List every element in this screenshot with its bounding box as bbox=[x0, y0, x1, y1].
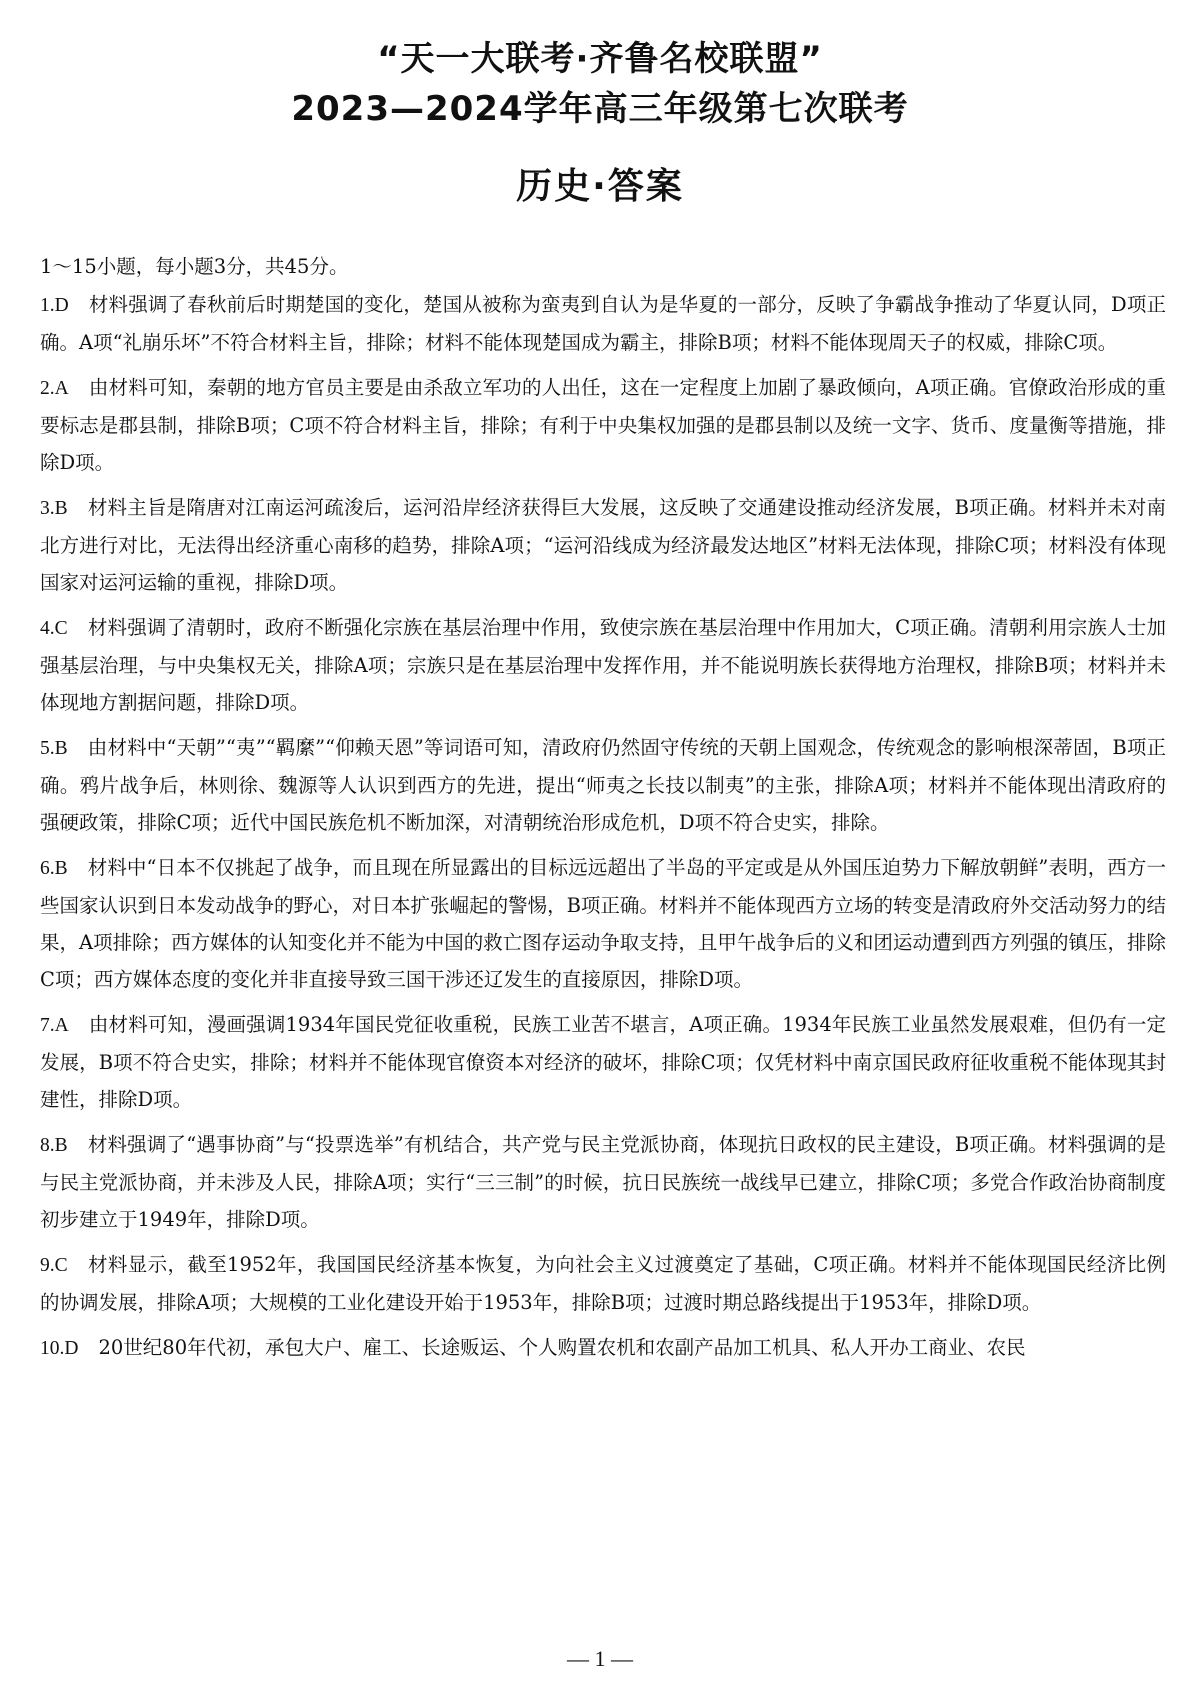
item-number: 2. bbox=[40, 378, 55, 399]
answer-item-8 bbox=[40, 1126, 1166, 1238]
item-answer: D bbox=[54, 295, 69, 316]
item-number: 9. bbox=[40, 1255, 55, 1276]
item-answer: B bbox=[54, 1135, 68, 1156]
item-answer: B bbox=[54, 738, 68, 759]
item-answer: D bbox=[64, 1338, 79, 1359]
section-intro: 1～15小题，每小题3分，共45分。 bbox=[40, 255, 349, 278]
item-explanation: 材料强调了春秋前后时期楚国的变化，楚国从被称为蛮夷到自认为是华夏的一部分，反映了争霸战争推动了华夏认同，D项正确。A项“礼崩乐坏”不符合材料主旨，排除；材料不能体现楚国成为霸主，排除B项；材料不能体现周天子的权威，排除C项。 bbox=[40, 293, 1166, 354]
answer-item-5 bbox=[40, 729, 1166, 841]
item-number: 1. bbox=[40, 295, 55, 316]
item-answer: A bbox=[54, 1015, 69, 1036]
item-answer: B bbox=[54, 498, 68, 519]
item-explanation: 材料主旨是隋唐对江南运河疏浚后，运河沿岸经济获得巨大发展，这反映了交通建设推动经济发展，B项正确。材料并未对南北方进行对比，无法得出经济重心南移的趋势，排除A项；“运河沿线成为经济最发达地区”材料无法体现，排除C项；材料没有体现国家对运河运输的重视，排除D项。 bbox=[40, 496, 1166, 594]
item-answer: C bbox=[54, 1255, 68, 1276]
answer-content bbox=[40, 250, 1166, 1375]
item-explanation: 由材料可知，漫画强调1934年国民党征收重税，民族工业苦不堪言，A项正确。1934年民族工业虽然发展艰难，但仍有一定发展，B项不符合史实，排除；材料并不能体现官僚资本对经济的破坏，排除C项；仅凭材料中南京国民政府征收重税不能体现其封建性，排除D项。 bbox=[40, 1013, 1166, 1111]
answer-item-4 bbox=[40, 609, 1166, 721]
item-number: 6. bbox=[40, 858, 55, 879]
item-answer: C bbox=[54, 618, 68, 639]
item-number: 10. bbox=[40, 1338, 65, 1359]
item-explanation: 由材料可知，秦朝的地方官员主要是由杀敌立军功的人出任，这在一定程度上加剧了暴政倾向，A项正确。官僚政治形成的重要标志是郡县制，排除B项；C项不符合材料主旨，排除；有利于中央集权加强的是郡县制以及统一文字、货币、度量衡等措施，排除D项。 bbox=[40, 376, 1166, 474]
answer-item-1 bbox=[40, 286, 1166, 361]
item-explanation: 材料中“日本不仅挑起了战争，而且现在所显露出的目标远远超出了半岛的平定或是从外国压迫势力下解放朝鲜”表明，西方一些国家认识到日本发动战争的野心，对日本扩张崛起的警惕，B项正确。材料并不能体现西方立场的转变是清政府外交活动努力的结果，A项排除；西方媒体的认知变化并不能为中国的救亡图存运动争取支持，且甲午战争后的义和团运动遭到西方列强的镇压，排除C项；西方媒体态度的变化并非直接导致三国干涉还辽发生的直接原因，排除D项。 bbox=[40, 856, 1166, 991]
answer-item-6 bbox=[40, 849, 1166, 998]
item-explanation: 材料显示，截至1952年，我国国民经济基本恢复，为向社会主义过渡奠定了基础，C项正确。材料并不能体现国民经济比例的协调发展，排除A项；大规模的工业化建设开始于1953年，排除B项；过渡时期总路线提出于1953年，排除D项。 bbox=[40, 1253, 1166, 1314]
answer-item-10 bbox=[40, 1329, 1166, 1367]
answer-item-7 bbox=[40, 1006, 1166, 1118]
page-number: — 1 — bbox=[567, 1646, 633, 1671]
answer-item-2 bbox=[40, 369, 1166, 481]
item-explanation: 材料强调了清朝时，政府不断强化宗族在基层治理中作用，致使宗族在基层治理中作用加大，C项正确。清朝利用宗族人士加强基层治理，与中央集权无关，排除A项；宗族只是在基层治理中发挥作用，并不能说明族长获得地方治理权，排除B项；材料并未体现地方割据问题，排除D项。 bbox=[40, 616, 1166, 714]
item-number: 5. bbox=[40, 738, 55, 759]
item-number: 4. bbox=[40, 618, 55, 639]
item-answer: B bbox=[54, 858, 68, 879]
subject-title: 历史·答案 bbox=[516, 166, 684, 207]
document-header bbox=[0, 34, 1200, 212]
answer-item-9 bbox=[40, 1246, 1166, 1321]
item-explanation: 材料强调了“遇事协商”与“投票选举”有机结合，共产党与民主党派协商，体现抗日政权的民主建设，B项正确。材料强调的是与民主党派协商，并未涉及人民，排除A项；实行“三三制”的时候，抗日民族统一战线早已建立，排除C项；多党合作政治协商制度初步建立于1949年，排除D项。 bbox=[40, 1133, 1166, 1231]
item-number: 3. bbox=[40, 498, 55, 519]
item-explanation: 20世纪80年代初，承包大户、雇工、长途贩运、个人购置农机和农副产品加工机具、私人开办工商业、农民 bbox=[98, 1336, 1026, 1359]
exam-title-line1: “天一大联考·齐鲁名校联盟” bbox=[377, 39, 823, 79]
item-explanation: 由材料中“天朝”“夷”“羁縻”“仰赖天恩”等词语可知，清政府仍然固守传统的天朝上国观念，传统观念的影响根深蒂固，B项正确。鸦片战争后，林则徐、魏源等人认识到西方的先进，提出“师夷之长技以制夷”的主张，排除A项；材料并不能体现出清政府的强硬政策，排除C项；近代中国民族危机不断加深，对清朝统治形成危机，D项不符合史实，排除。 bbox=[40, 736, 1166, 834]
answer-item-3 bbox=[40, 489, 1166, 601]
exam-title-line2: 2023—2024学年高三年级第七次联考 bbox=[291, 89, 909, 129]
item-number: 8. bbox=[40, 1135, 55, 1156]
item-number: 7. bbox=[40, 1015, 55, 1036]
item-answer: A bbox=[54, 378, 69, 399]
